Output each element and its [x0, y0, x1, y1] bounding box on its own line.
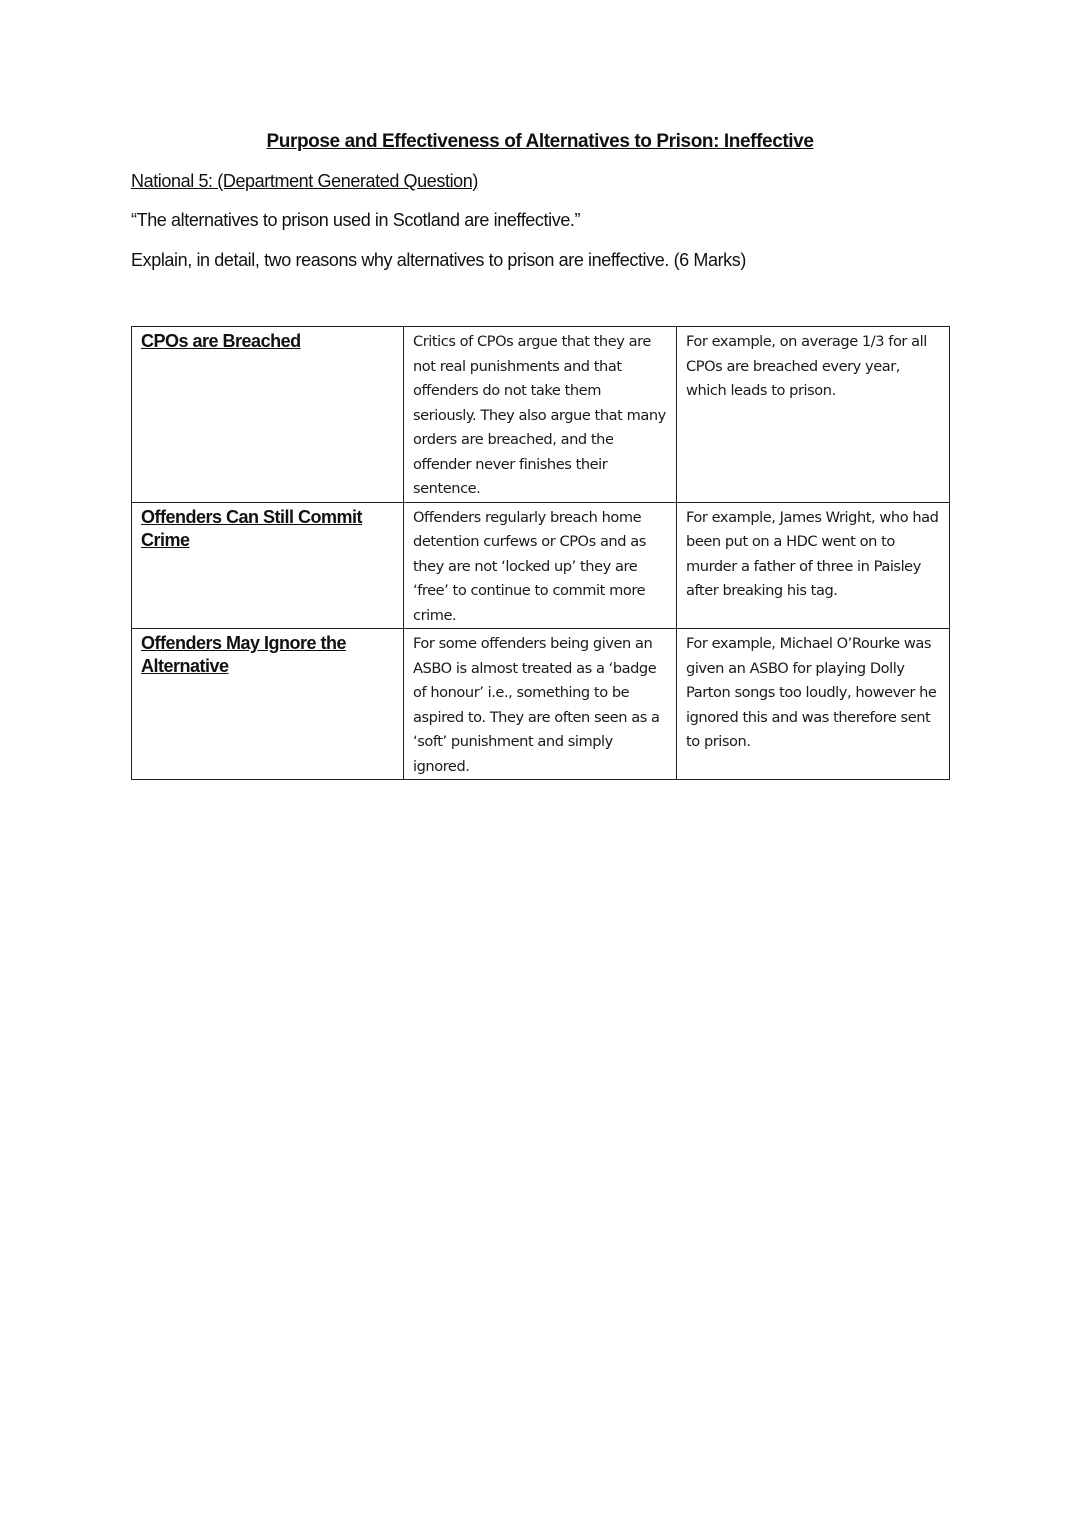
row-heading-cell	[132, 502, 404, 629]
table-row	[132, 629, 950, 780]
explanation-text: Offenders regularly breach home detention curfews or CPOs and as they are not ‘locked up’ they are ‘free’ to continue to commit more crime.	[413, 508, 646, 624]
page-title: Purpose and Effectiveness of Alternatives to Prison: Ineffective	[266, 131, 814, 152]
row-heading: Offenders May Ignore the Alternative	[141, 633, 347, 676]
explanation-cell	[404, 502, 677, 629]
row-heading-cell	[132, 327, 404, 503]
example-text: For example, James Wright, who had been put on a HDC went on to murder a father of three in Paisley after breaking his tag.	[686, 508, 939, 599]
explanation-cell	[404, 629, 677, 780]
example-text: For example, Michael O’Rourke was given an ASBO for playing Dolly Parton songs too loudly, however he ignored this and was therefore sent to prison.	[686, 635, 937, 750]
explanation-text: Critics of CPOs argue that they are not real punishments and that offenders do not take them seriously. They also argue that many orders are breached, and the offender never finishes their sentence.	[413, 333, 666, 497]
table-row	[132, 502, 950, 629]
row-heading: Offenders Can Still Commit Crime	[141, 506, 363, 550]
course-level-heading: National 5: (Department Generated Question)	[131, 171, 478, 191]
example-cell	[677, 502, 950, 629]
table-row	[132, 327, 950, 503]
explanation-cell	[404, 327, 677, 503]
example-cell	[677, 327, 950, 503]
explanation-text: For some offenders being given an ASBO is almost treated as a ‘badge of honour’ i.e., something to be aspired to. They are often seen as a ‘soft’ punishment and simply ignored.	[413, 635, 660, 775]
question-instruction: Explain, in detail, two reasons why alternatives to prison are ineffective. (6 Marks)	[131, 250, 746, 270]
row-heading-cell	[132, 629, 404, 780]
example-text: For example, on average 1/3 for all CPOs are breached every year, which leads to prison.	[686, 333, 927, 399]
question-quote: “The alternatives to prison used in Scotland are ineffective.”	[131, 210, 581, 230]
row-heading: CPOs are Breached	[141, 331, 301, 351]
answer-table	[131, 326, 950, 780]
example-cell	[677, 629, 950, 780]
